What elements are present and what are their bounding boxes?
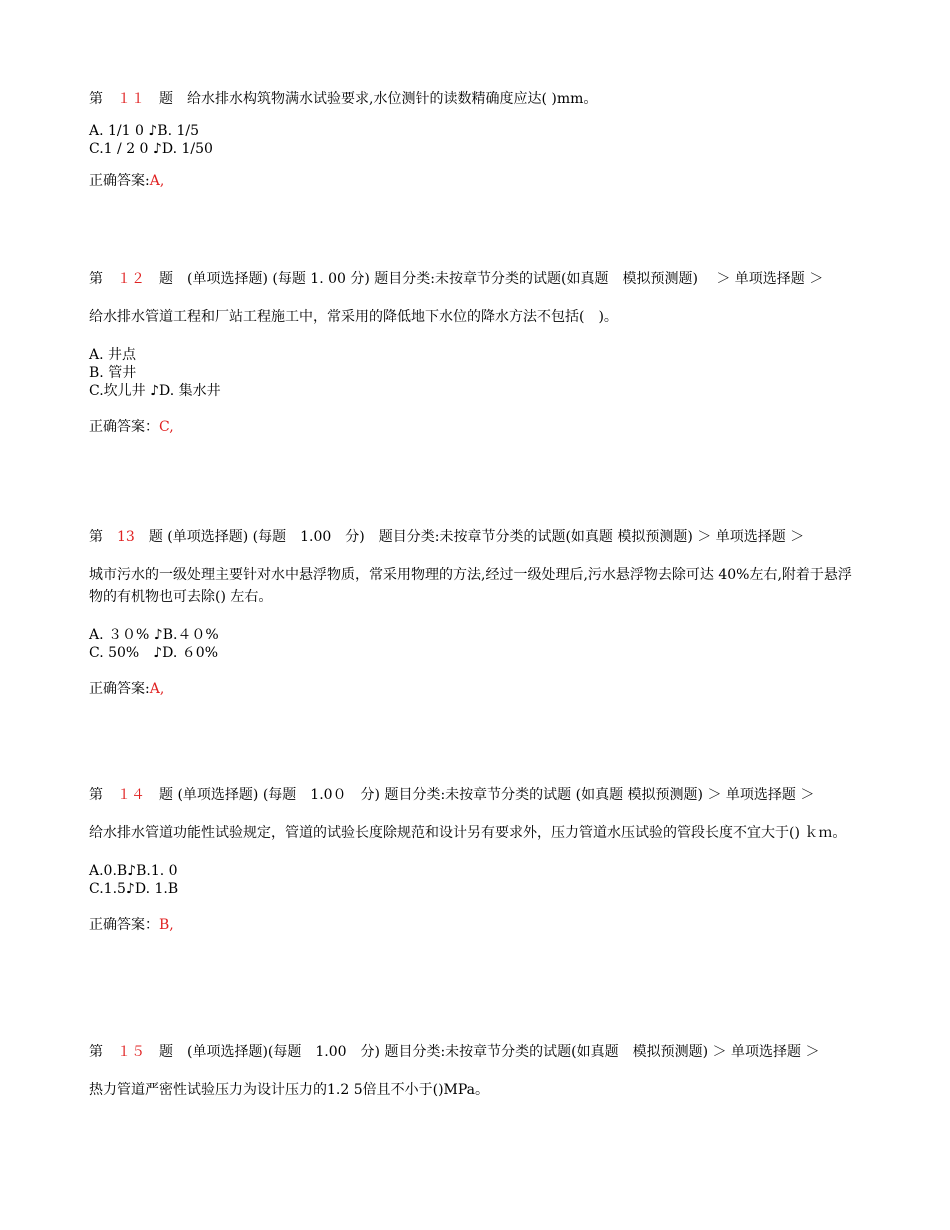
question-number: １４ [117, 787, 145, 803]
question-number: 13 [117, 529, 135, 545]
answer-line [89, 916, 861, 934]
answer-value: B, [159, 917, 174, 933]
question-prefix: 第 [89, 787, 103, 803]
answer-line [89, 172, 861, 190]
question-header [89, 270, 861, 288]
option-line: C.1.5♪D. 1.B [89, 881, 179, 897]
question-number: １５ [117, 1044, 145, 1060]
question-header [89, 90, 861, 108]
option-line: C. 50% ♪D. ６0% [89, 645, 219, 661]
option-line: A. ３０% ♪B.４０% [89, 627, 219, 643]
option-line: C.坎儿井 ♪D. 集水井 [89, 383, 221, 399]
question-prefix: 第 [89, 1044, 103, 1060]
question-11 [89, 90, 861, 190]
answer-label: 正确答案： [89, 419, 159, 435]
question-number: １２ [117, 271, 145, 287]
question-stem: 给水排水管道功能性试验规定，管道的试验长度除规范和设计另有要求外，压力管道水压试验的管段长度不宜大于() ｋｍ。 [89, 825, 847, 841]
question-13 [89, 528, 861, 698]
answer-label: 正确答案: [89, 173, 150, 189]
answer-value: A, [149, 681, 165, 697]
question-header [89, 1043, 861, 1061]
question-prefix: 第 [89, 91, 103, 107]
question-header-text: 题 (单项选择题)(每题 1.00 分) 题目分类:未按章节分类的试题(如真题 模拟预测题) ＞ 单项选择题 ＞ [159, 1044, 820, 1060]
answer-label: 正确答案: [89, 681, 150, 697]
option-line: A. 1/1 0 ♪B. 1/5 [89, 123, 200, 139]
question-header [89, 786, 861, 804]
question-number: １１ [117, 91, 145, 107]
question-header-text: 题 给水排水构筑物满水试验要求,水位测针的读数精确度应达( )mm。 [159, 91, 598, 107]
question-header-text: 题 (单项选择题) (每题 1. 00 分) 题目分类:未按章节分类的试题(如真题 模拟预测题) ＞ 单项选择题 ＞ [159, 271, 824, 287]
question-14 [89, 786, 861, 934]
answer-label: 正确答案： [89, 917, 159, 933]
answer-line [89, 680, 861, 698]
question-prefix: 第 [89, 529, 103, 545]
question-prefix: 第 [89, 271, 103, 287]
question-stem: 城市污水的一级处理主要针对水中悬浮物质，常采用物理的方法,经过一级处理后,污水悬浮物去除可达 40%左右,附着于悬浮物的有机物也可去除() 左右。 [89, 567, 852, 605]
question-15 [89, 1043, 861, 1101]
question-header [89, 528, 861, 546]
question-stem: 热力管道严密性试验压力为设计压力的1.2 5倍且不小于()MPa。 [89, 1082, 490, 1098]
option-line: C.1 / 2 0 ♪D. 1/50 [89, 141, 213, 157]
answer-line [89, 418, 861, 436]
question-stem: 给水排水管道工程和厂站工程施工中，常采用的降低地下水位的降水方法不包括( )。 [89, 309, 618, 325]
option-line: A.0.B♪B.1. 0 [89, 863, 178, 879]
question-header-text: 题 (单项选择题) (每题 1.00 分) 题目分类:未按章节分类的试题(如真题 模拟预测题) ＞ 单项选择题 ＞ [148, 529, 805, 545]
option-line: B. 管井 [89, 365, 137, 381]
answer-value: C, [159, 419, 174, 435]
option-line: A. 井点 [89, 347, 137, 363]
question-header-text: 题 (单项选择题) (每题 1.0０ 分) 题目分类:未按章节分类的试题 (如真题 模拟预测题) ＞ 单项选择题 ＞ [159, 787, 815, 803]
answer-value: A, [149, 173, 165, 189]
question-12 [89, 270, 861, 436]
